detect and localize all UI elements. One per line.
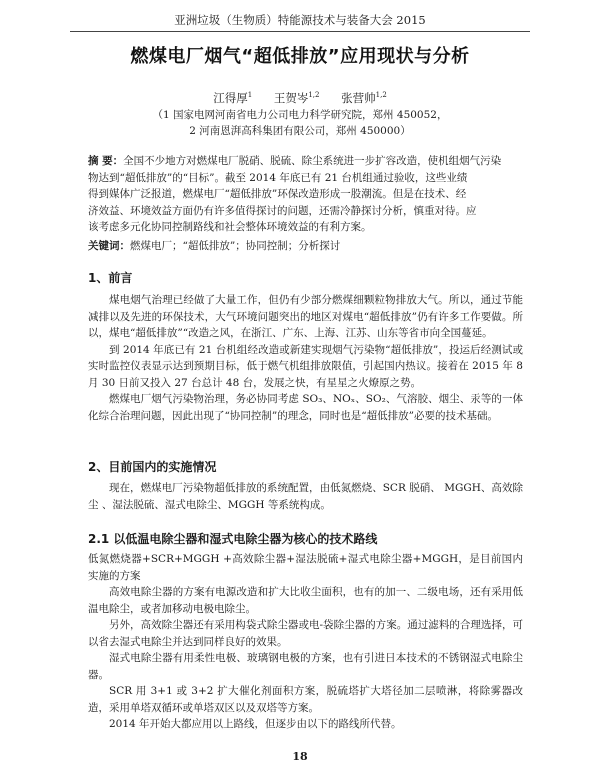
author-name: 王贺岑	[273, 91, 309, 105]
affiliation-1: （1 国家电网河南省电力公司电力科学研究院，郑州 450052，	[152, 109, 448, 121]
paragraph: 2014 年开始大都应用以上路线，但逐步由以下的路线所代替。	[109, 718, 402, 730]
keywords-text: 燃煤电厂；“超低排放”；协同控制；分析探讨	[130, 240, 341, 252]
abstract-line: 物达到“超低排放”的“目标”。截至 2014 年底已有 21 台机组通过验收，这些业绩	[88, 171, 468, 184]
section-body-domestic-status	[88, 480, 523, 513]
keywords-label: 关键词：	[88, 240, 130, 252]
abstract-line: 全国不少地方对燃煤电厂脱硝、脱硫、除尘系统进一步扩容改造，使机组烟气污染	[123, 155, 502, 167]
author-name: 张营帅	[341, 91, 376, 105]
keywords	[88, 238, 528, 254]
section-heading-domestic-status: 2、目前国内的实施情况	[88, 460, 217, 474]
paragraph: 燃煤电厂烟气污染物治理，务必协同考虑 SO₃、NOₓ、SO₂、气溶胶、烟尘、汞等的一体化综合治理问题，因此出现了“协同控制”的理念，同时也是“超低排放”必要的技术基础。	[88, 393, 523, 422]
paper-title: 燃煤电厂烟气“超低排放”应用现状与分析	[130, 46, 470, 67]
paragraph: SCR 用 3+1 或 3+2 扩大催化剂面积方案，脱硫塔扩大塔径加二层喷淋，将除雾器改造，采用单塔双循环或单塔双区以及双塔等方案。	[88, 685, 523, 714]
abstract-line: 该考虑多元化协同控制路线和社会整体环境效益的有利方案。	[88, 221, 372, 233]
section-body-introduction	[88, 292, 523, 424]
paragraph: 湿式电除尘器有用柔性电极、玻璃钢电极的方案，也有引进日本技术的不锈钢湿式电除尘器。	[88, 652, 523, 681]
author-affiliation-mark: 1	[247, 91, 253, 100]
paragraph: 到 2014 年底已有 21 台机组经改造或新建实现烟气污染物“超低排放”，投运后经测试或实时监控仪表显示达到预期目标，低于燃气机组排放限值，引起国内热议。接着在 2015 年 8 月 30 日前又投入 27 台总计 48 台，发展之快，有星星之火燎原之势。	[88, 343, 523, 389]
author-name: 江得厚	[213, 91, 248, 105]
affiliation-2: 2 河南恩湃高科集团有限公司，郑州 450000）	[189, 125, 411, 137]
running-header: 亚洲垃圾（生物质）特能源技术与装备大会 2015	[174, 13, 426, 27]
abstract-line: 济效益、环境效益方面仍有许多值得探讨的问题，还需冷静探讨分析，慎重对待。应	[88, 204, 477, 217]
abstract	[88, 153, 506, 236]
subsection-body-technical-route	[88, 551, 523, 733]
abstract-line: 得到媒体广泛报道，燃煤电厂“超低排放”环保改造形成一股潮流。但是在技术、经	[88, 188, 467, 200]
paragraph: 高效电除尘器的方案有电源改造和扩大比收尘面积，也有的加一、二级电场，还有采用低温电除尘，或者加移动电极电除尘。	[88, 586, 523, 615]
author-list	[60, 90, 540, 106]
section-heading-introduction: 1、前言	[88, 271, 133, 285]
paragraph: 另外，高效除尘器还有采用构袋式除尘器或电-袋除尘器的方案。通过滤料的合理选择，可以省去湿式电除尘并达到同样良好的效果。	[88, 619, 523, 648]
paragraph: 煤电烟气治理已经做了大量工作，但仍有少部分燃煤细颗粒物排放大气。所以，通过节能减排以及先进的环保技术，大气环境问题突出的地区对煤电“超低排放”仍有许多工作要做。所以，煤电“超低排放”“改造之风，在浙江、广东、上海、江苏、山东等省市向全国蔓延。	[88, 294, 523, 339]
paragraph-lead: 低氮燃烧器+SCR+MGGH +高效除尘器+湿法脱硫+湿式电除尘器+MGGH，是目前国内实施的方案	[88, 553, 523, 582]
header-rule	[70, 31, 530, 32]
page-number: 18	[292, 750, 308, 763]
subsection-heading-technical-route: 2.1 以低温电除尘器和湿式电除尘器为核心的技术路线	[88, 532, 378, 546]
paragraph: 现在，燃煤电厂污染物超低排放的系统配置，由低氮燃烧、SCR 脱硝、 MGGH、高效除尘 、湿法脱硫、湿式电除尘、MGGH 等系统构成。	[88, 482, 523, 511]
abstract-label: 摘 要：	[88, 155, 124, 167]
author-affiliation-mark: 1,2	[375, 91, 387, 100]
author-affiliation-mark: 1,2	[308, 91, 320, 100]
